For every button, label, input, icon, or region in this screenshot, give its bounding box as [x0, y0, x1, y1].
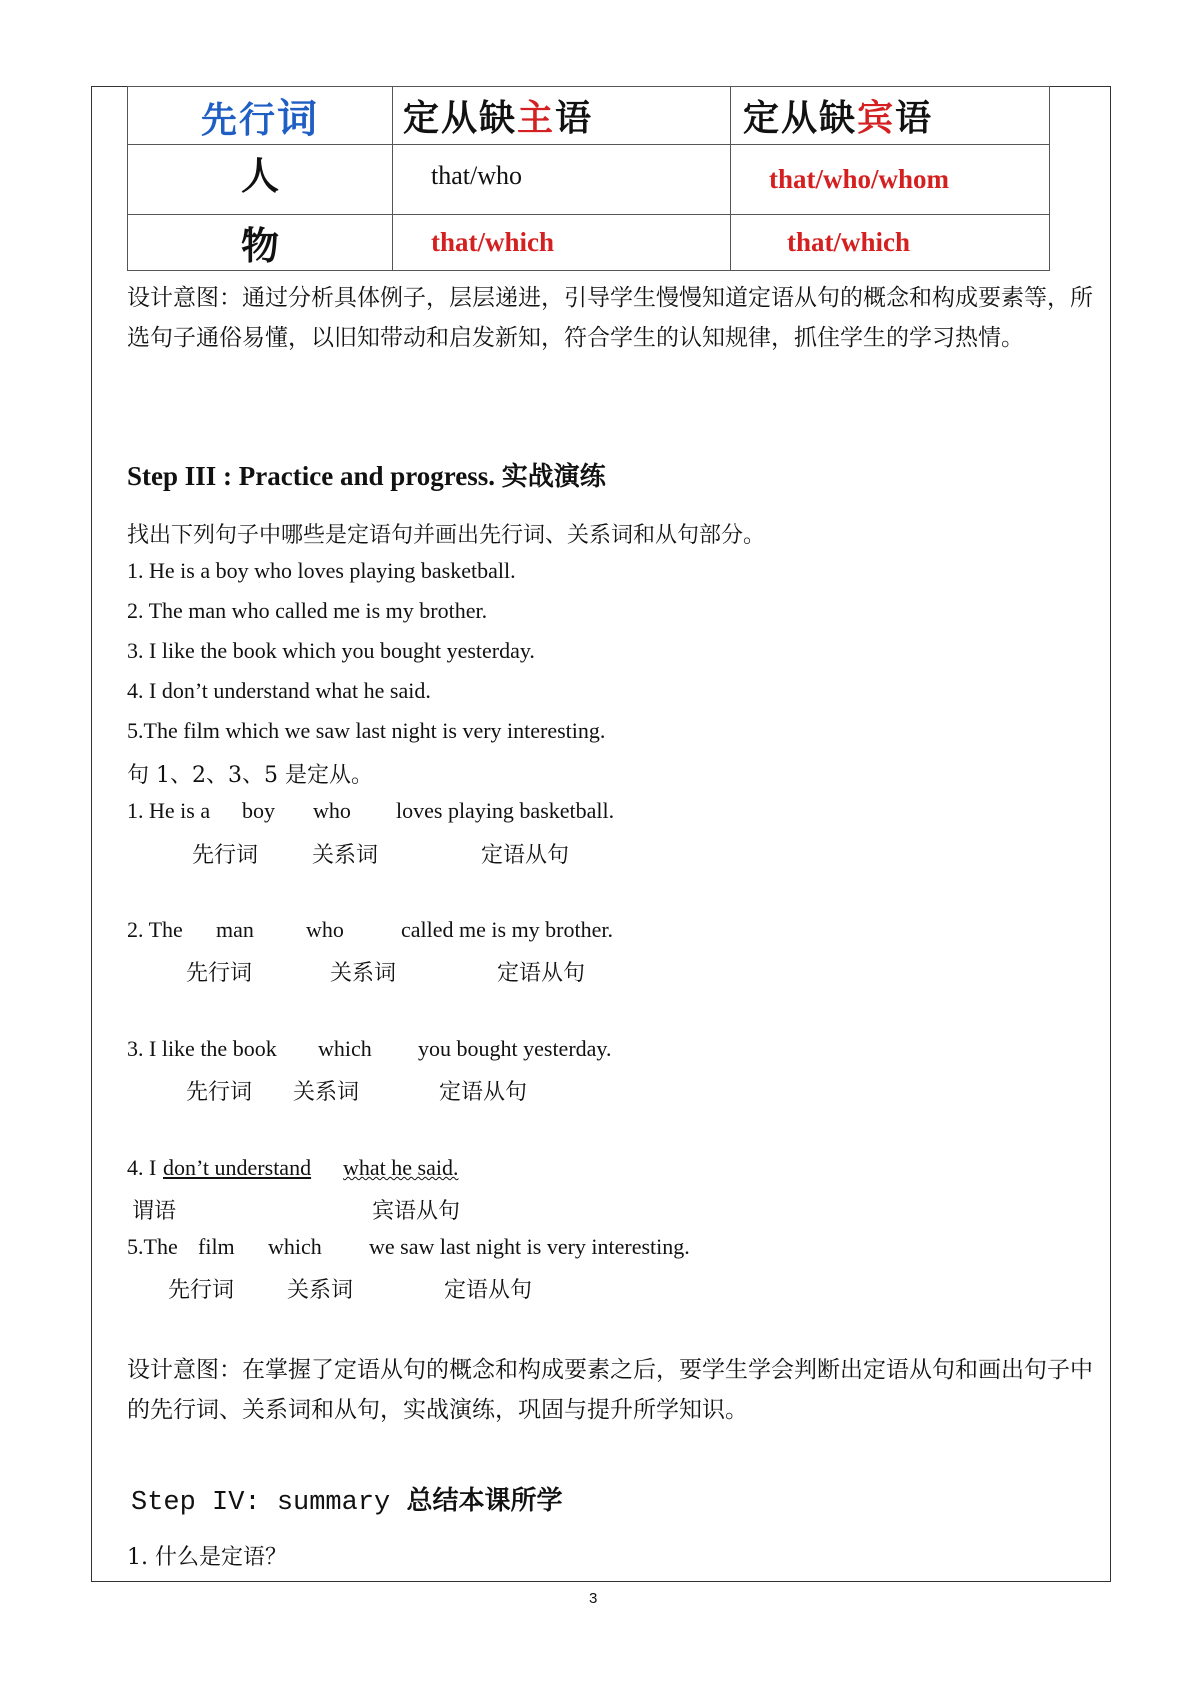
sentence-1: 1. He is a boy who loves playing basketball. [127, 558, 516, 583]
table-row [128, 145, 1050, 215]
analysis-3-a: 3. I like the book [127, 1036, 277, 1061]
relative-pronoun-table [127, 86, 1050, 271]
sentence-5: 5.The film which we saw last night is very interesting. [127, 718, 606, 743]
analysis-5-label-3: 定语从句 [444, 1278, 533, 1303]
step4-heading: Step IV: summary 总结本课所学 [131, 1486, 563, 1518]
analysis-2-label-1: 先行词 [186, 961, 253, 986]
table-row [128, 215, 1050, 271]
analysis-4-object-clause: what he said. [343, 1155, 459, 1180]
question-1: 1. 什么是定语？ [127, 1545, 287, 1570]
analysis-2-c: who [306, 917, 344, 942]
cell-object-person: that/who/whom [731, 145, 1050, 215]
sentence-3: 3. I like the book which you bought yesterday. [127, 638, 535, 663]
design-intent-1: 设计意图：通过分析具体例子，层层递进，引导学生慢慢知道定语从句的概念和构成要素等，所选句子通俗易懂，以旧知带动和启发新知，符合学生的认知规律，抓住学生的学习热情。 [127, 285, 1093, 351]
cell-object-thing: that/which [731, 215, 1050, 271]
analysis-5-label-2: 关系词 [287, 1278, 354, 1303]
analysis-4-label-2: 宾语从句 [372, 1199, 461, 1224]
analysis-4-a: 4. I [127, 1155, 157, 1180]
design-intent-2: 设计意图：在掌握了定语从句的概念和构成要素之后，要学生学会判断出定语从句和画出句子中的先行词、关系词和从句，实战演练，巩固与提升所学知识。 [127, 1357, 1093, 1423]
analysis-1-d: loves playing basketball. [396, 798, 615, 823]
cell-subject-thing: that/which [393, 215, 731, 271]
analysis-2-b: man [216, 917, 254, 942]
analysis-3-label-1: 先行词 [186, 1080, 253, 1105]
header-antecedent: 先行词 [128, 87, 393, 145]
answer-line: 句 1、2、3、5 是定从。 [127, 763, 373, 788]
analysis-3-c: which [318, 1036, 372, 1061]
instruction: 找出下列句子中哪些是定语句并画出先行词、关系词和从句部分。 [127, 523, 766, 548]
cell-subject-person: that/who [393, 145, 731, 215]
sentence-4: 4. I don’t understand what he said. [127, 678, 431, 703]
analysis-1-a: 1. He is a [127, 798, 211, 823]
analysis-4-predicate: don’t understand [163, 1155, 312, 1180]
analysis-5-label-1: 先行词 [168, 1278, 235, 1303]
sentence-2: 2. The man who called me is my brother. [127, 598, 488, 623]
analysis-1-label-1: 先行词 [192, 843, 259, 868]
analysis-3-label-2: 关系词 [293, 1080, 360, 1105]
analysis-2-label-3: 定语从句 [497, 961, 586, 986]
analysis-3-label-3: 定语从句 [439, 1080, 528, 1105]
analysis-5-d: we saw last night is very interesting. [369, 1234, 690, 1259]
step3-heading: Step III : Practice and progress. 实战演练 [127, 461, 606, 492]
analysis-2-a: 2. The [127, 917, 183, 942]
analysis-5-b: film [198, 1234, 235, 1259]
header-missing-subject: 定从缺主语 [393, 87, 731, 145]
analysis-5-c: which [268, 1234, 322, 1259]
analysis-1-c: who [313, 798, 351, 823]
table-header-row [128, 87, 1050, 145]
analysis-1-label-3: 定语从句 [481, 843, 570, 868]
analysis-2-d: called me is my brother. [401, 917, 613, 942]
analysis-1-label-2: 关系词 [312, 843, 379, 868]
row-label-thing: 物 [128, 215, 393, 271]
row-label-person: 人 [128, 145, 393, 215]
analysis-5-a: 5.The [127, 1234, 178, 1259]
analysis-1-b: boy [242, 798, 275, 823]
analysis-4-label-1: 谓语 [132, 1199, 177, 1224]
page-number: 3 [589, 1590, 598, 1607]
analysis-2-label-2: 关系词 [330, 961, 397, 986]
header-missing-object: 定从缺宾语 [731, 87, 1050, 145]
analysis-3-d: you bought yesterday. [418, 1036, 612, 1061]
